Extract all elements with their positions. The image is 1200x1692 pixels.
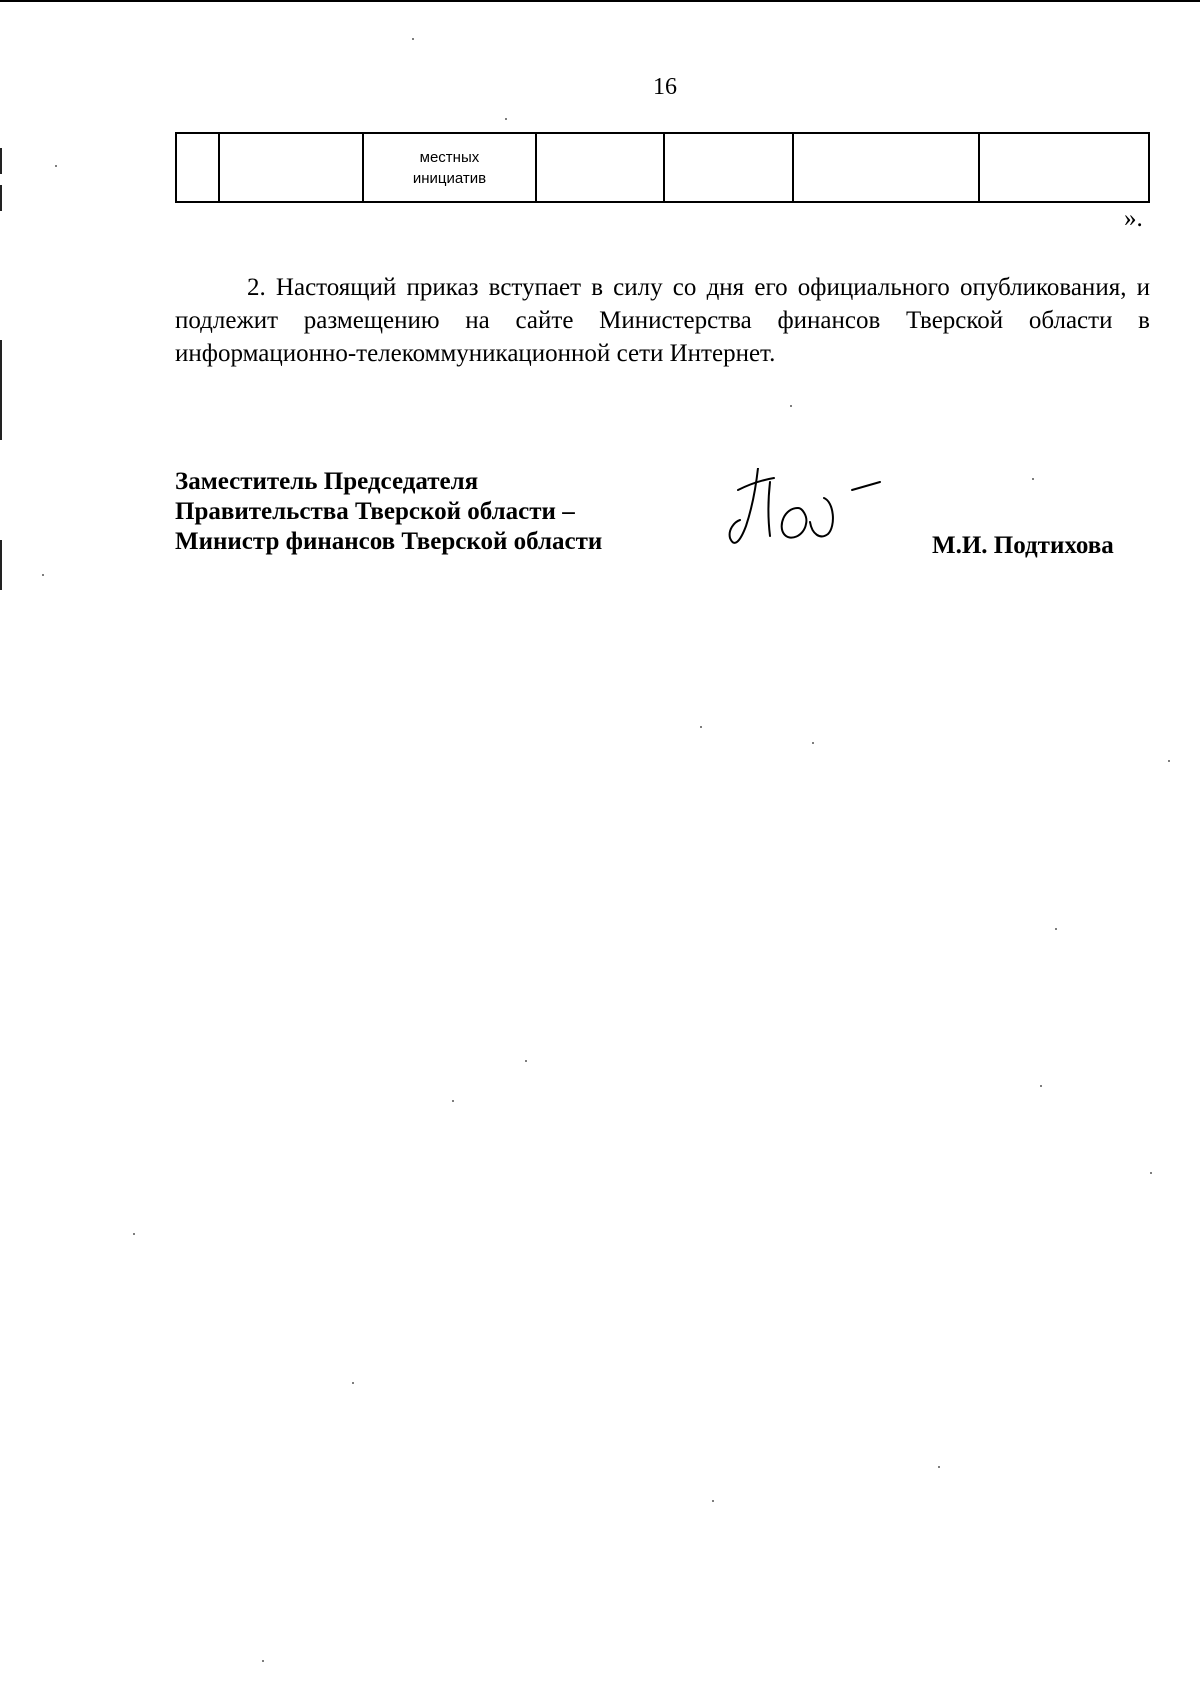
scan-speck xyxy=(525,1060,527,1062)
scan-speck xyxy=(1150,1172,1152,1174)
table-cell xyxy=(536,133,664,202)
scan-speck xyxy=(1055,928,1057,930)
table-cell xyxy=(979,133,1149,202)
scan-speck xyxy=(1040,1085,1042,1087)
scan-speck xyxy=(1168,760,1170,762)
scan-speck xyxy=(412,38,414,40)
scan-speck xyxy=(262,1660,264,1662)
table-cell: местных инициатив xyxy=(363,133,537,202)
scan-speck xyxy=(700,726,702,728)
scan-speck xyxy=(42,574,44,576)
scan-edge-mark xyxy=(0,540,2,590)
scan-speck xyxy=(812,742,814,744)
scan-edge-mark xyxy=(0,340,2,440)
closing-quote: ». xyxy=(1124,205,1143,232)
order-clause-2: 2. Настоящий приказ вступает в силу со дня его официального опубликования, и подлежит размещению на сайте Министерства финансов Тверской области в информационно-телекоммуникационной сети Интернет. xyxy=(175,274,1150,367)
table-cell xyxy=(664,133,793,202)
table-cell xyxy=(176,133,219,202)
table-cell xyxy=(793,133,980,202)
scan-speck xyxy=(55,165,57,167)
scan-speck xyxy=(452,1100,454,1102)
signer-position-line: Заместитель Председателя xyxy=(175,468,479,495)
scan-speck xyxy=(712,1500,714,1502)
signer-position-line: Правительства Тверской области – xyxy=(175,498,575,525)
scan-speck xyxy=(1032,478,1034,480)
scan-speck xyxy=(505,118,507,120)
scan-speck xyxy=(352,1382,354,1384)
signer-name: М.И. Подтихова xyxy=(932,532,1114,559)
scan-speck xyxy=(133,1233,135,1235)
handwritten-signature xyxy=(728,468,888,553)
scan-edge-mark xyxy=(0,185,2,211)
signer-position-line: Министр финансов Тверской области xyxy=(175,528,603,555)
table-continuation xyxy=(175,132,1150,203)
scan-edge-mark xyxy=(0,148,2,174)
scan-speck xyxy=(938,1466,940,1468)
table-row xyxy=(176,133,1149,202)
signer-position xyxy=(175,467,602,557)
scan-speck xyxy=(790,405,792,407)
table-cell xyxy=(219,133,363,202)
page-number: 16 xyxy=(653,74,677,100)
top-scan-edge xyxy=(0,0,1200,2)
